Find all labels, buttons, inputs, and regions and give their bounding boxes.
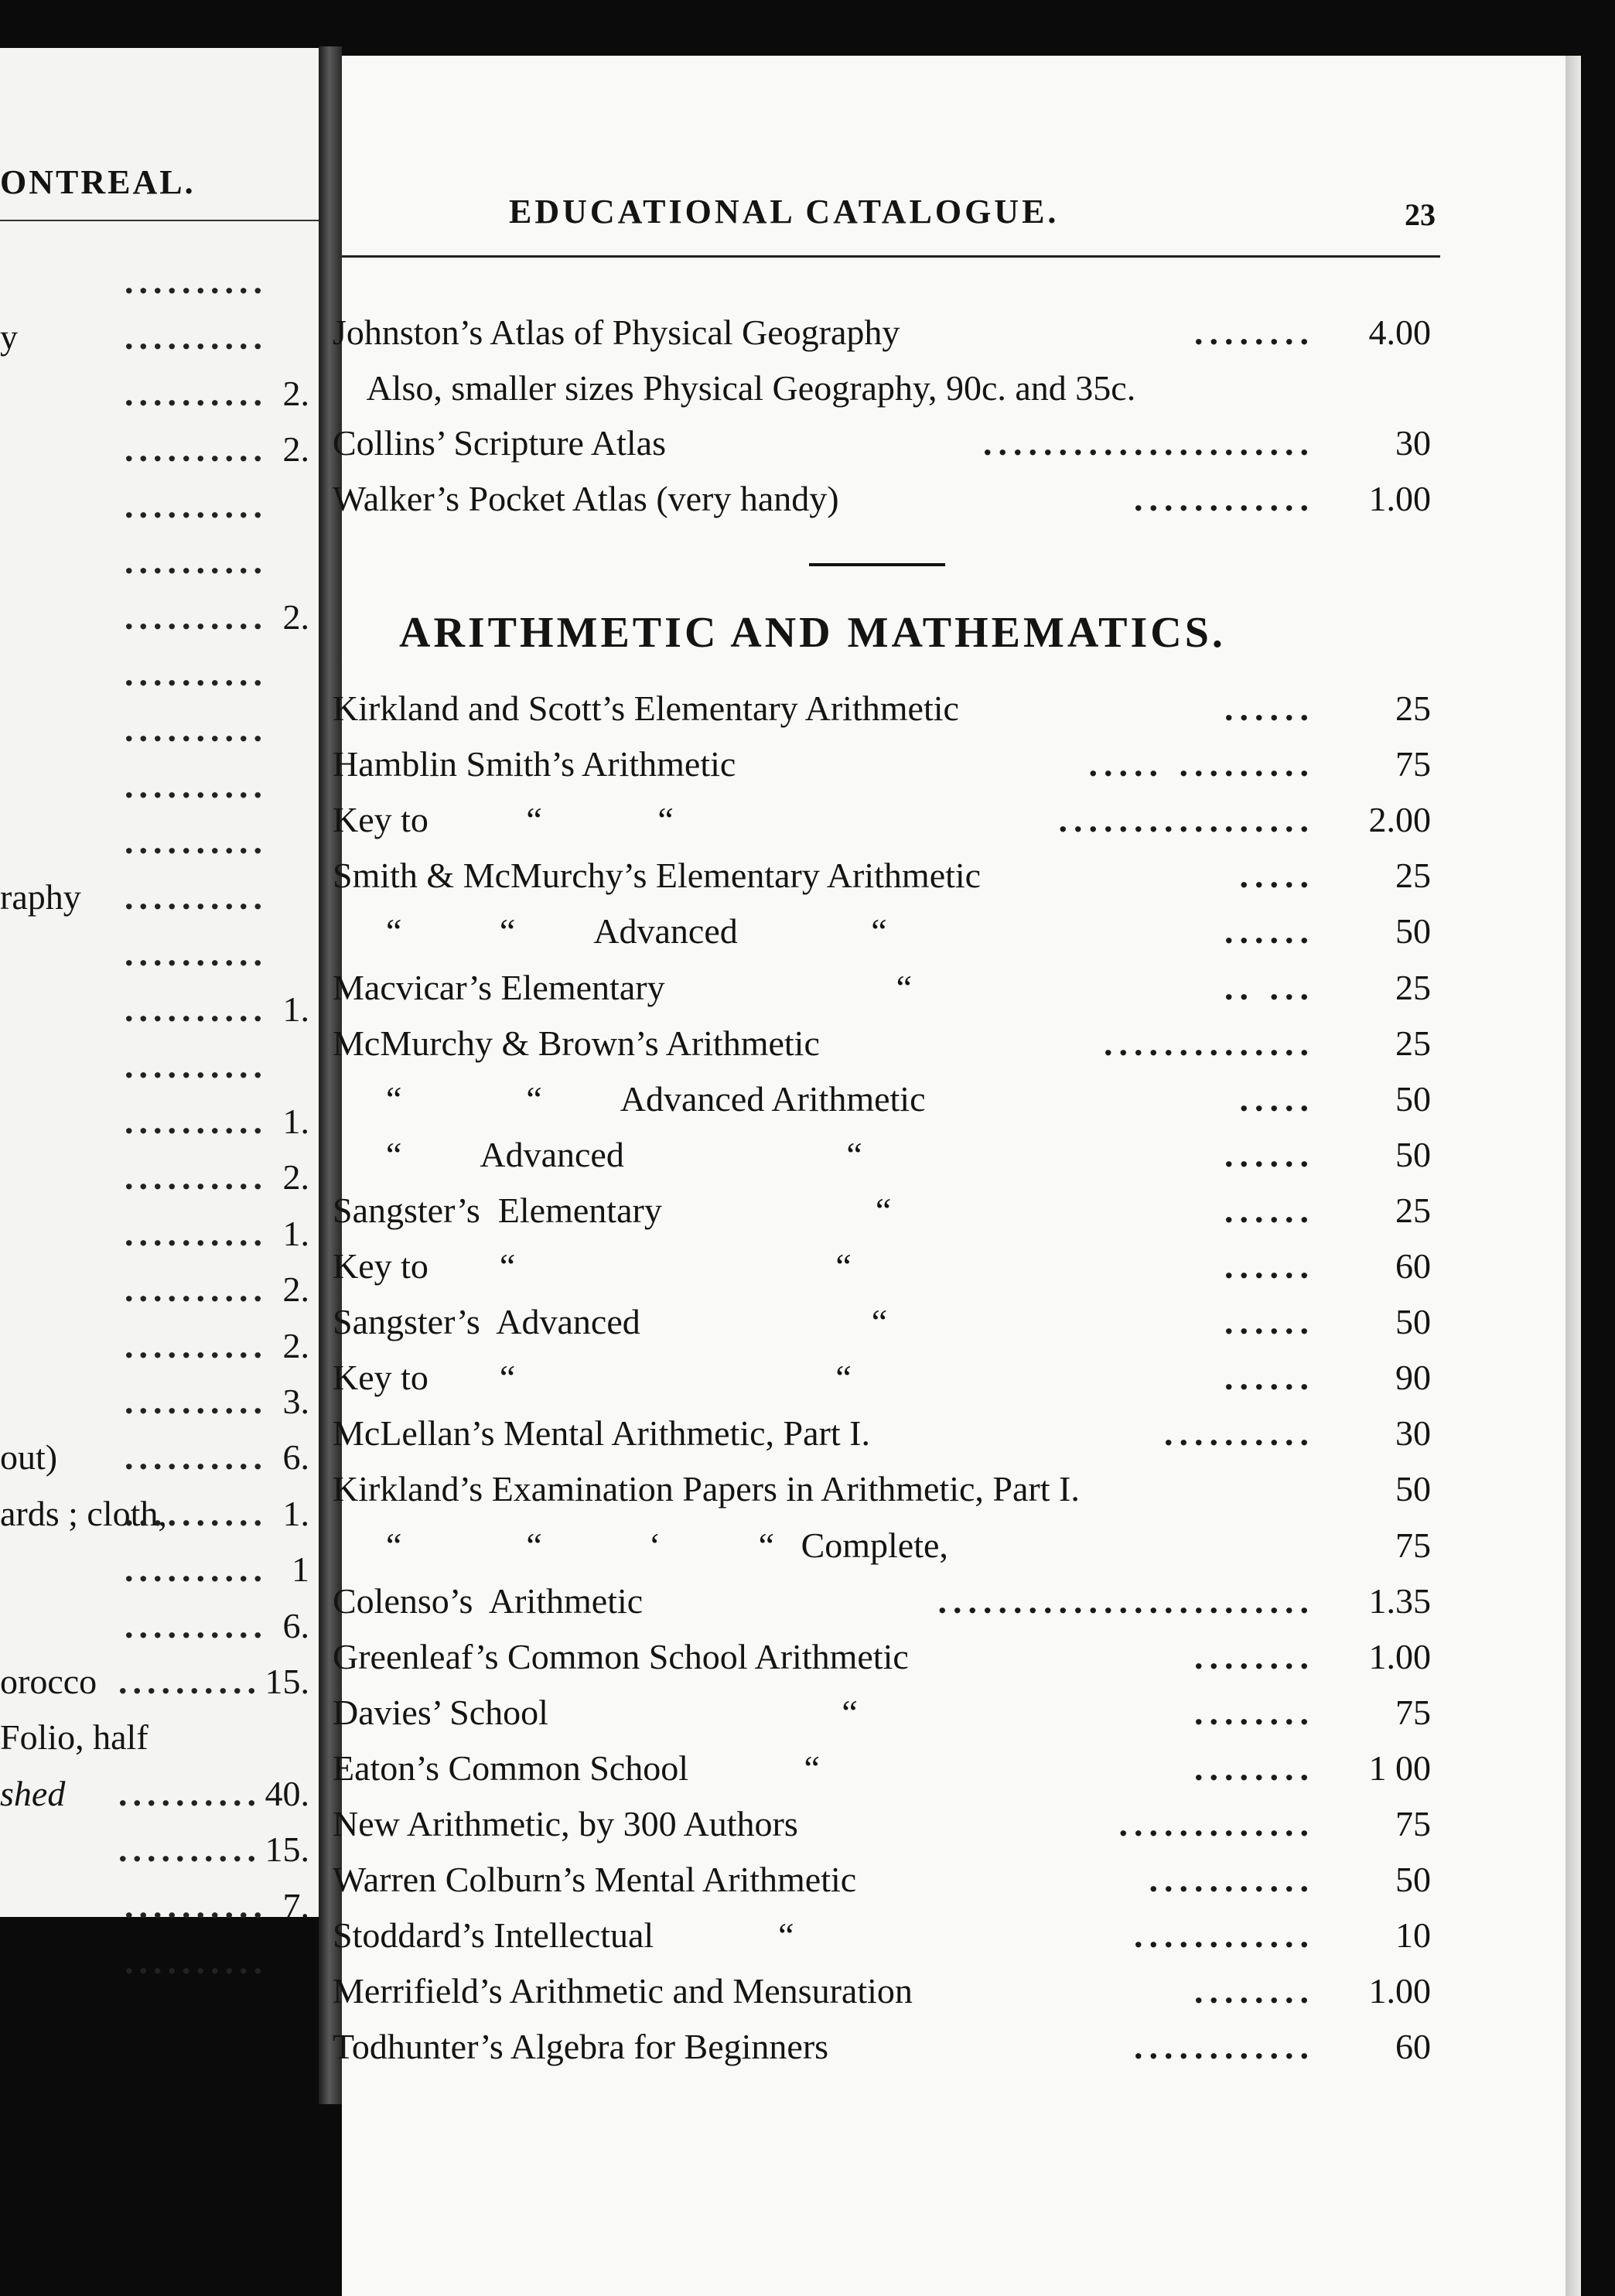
arithmetic-entry-price: 60: [1395, 2027, 1431, 2067]
arithmetic-entry-dot-leader: ..............: [1104, 1023, 1315, 1063]
arithmetic-entry-dot-leader: ........: [1194, 1748, 1315, 1788]
left-fragment-price: 1.: [282, 1213, 309, 1253]
left-fragment-row: [0, 1200, 317, 1254]
arithmetic-entry-dot-leader: ..... .........: [1088, 744, 1315, 784]
arithmetic-entry-title: McLellan’s Mental Arithmetic, Part I.: [333, 1413, 870, 1454]
atlas-entry-price: 1.00: [1368, 478, 1431, 518]
left-fragment-row: [0, 640, 317, 694]
left-dot-leader: ..........: [125, 933, 268, 973]
left-dot-leader: ..........: [125, 317, 268, 357]
arithmetic-entry-price: 1.35: [1368, 1580, 1431, 1621]
arithmetic-entry-price: 90: [1395, 1358, 1431, 1398]
running-head: EDUCATIONAL CATALOGUE.: [509, 193, 1060, 231]
arithmetic-entry-row: [333, 1968, 1431, 2014]
left-fragment-price: 40.: [265, 1773, 309, 1813]
left-fragment-text: out): [0, 1437, 58, 1478]
arithmetic-entry-dot-leader: ...........: [1149, 1860, 1315, 1900]
left-dot-leader: ..........: [125, 1102, 268, 1141]
page-number: 23: [1405, 197, 1436, 232]
arithmetic-entry-title: Smith & McMurchy’s Elementary Arithmetic: [333, 856, 982, 896]
atlas-entry-title: Walker’s Pocket Atlas (very handy): [333, 478, 839, 518]
arithmetic-entry-price: 2.00: [1368, 800, 1431, 840]
left-dot-leader: ..........: [125, 653, 268, 693]
arithmetic-entry-row: [333, 1634, 1431, 1680]
atlas-entry-price: 30: [1395, 423, 1431, 463]
arithmetic-entry-price: 50: [1395, 1078, 1431, 1119]
arithmetic-entry-title: Eaton’s Common School “: [333, 1748, 820, 1788]
arithmetic-entry-title: Key to “ “: [333, 800, 674, 840]
arithmetic-entry-row: [333, 1912, 1431, 1959]
arithmetic-entry-title: Key to “ “: [333, 1358, 852, 1398]
left-dot-leader: ..........: [125, 1325, 268, 1365]
left-dot-leader: ..........: [125, 1213, 268, 1253]
left-fragment-row: [0, 1872, 317, 1926]
arithmetic-entry-price: 50: [1395, 911, 1431, 952]
atlas-entry-title: Also, smaller sizes Physical Geography, 90c. and 35c.: [333, 367, 1136, 408]
left-fragment-row: [0, 1312, 317, 1366]
arithmetic-entry-title: Todhunter’s Algebra for Beginners: [333, 2027, 829, 2067]
arithmetic-entry-price: 1.00: [1368, 1636, 1431, 1676]
left-dot-leader: ..........: [125, 989, 268, 1030]
atlas-entry-dot-leader: ............: [1134, 478, 1315, 518]
arithmetic-entry-title: Key to “ “: [333, 1246, 852, 1286]
left-dot-leader: ..........: [125, 1885, 268, 1925]
arithmetic-entry-title: Sangster’s Elementary “: [333, 1190, 892, 1230]
atlas-entry-row: [333, 309, 1431, 356]
left-dot-leader: ..........: [125, 765, 268, 805]
left-running-head: ONTREAL.: [0, 163, 196, 201]
arithmetic-entry-row: [333, 1522, 1431, 1569]
arithmetic-entry-title: “ “ ‘ “ Complete,: [333, 1525, 948, 1565]
arithmetic-entry-price: 30: [1395, 1413, 1431, 1454]
arithmetic-entry-price: 25: [1395, 1190, 1431, 1230]
left-page: [0, 48, 319, 1981]
arithmetic-entry-price: 50: [1395, 1860, 1431, 1900]
header-rule: [342, 255, 1440, 258]
left-fragment-text: y: [0, 317, 18, 357]
left-fragment-row: [0, 583, 317, 637]
arithmetic-entry-dot-leader: ......: [1224, 911, 1315, 952]
left-fragment-row: [0, 752, 317, 806]
left-fragment-row: [0, 528, 317, 582]
arithmetic-entry-dot-leader: ......: [1224, 1246, 1315, 1286]
arithmetic-entry-dot-leader: ..........: [1164, 1413, 1315, 1454]
arithmetic-entry-dot-leader: ......: [1224, 1358, 1315, 1398]
left-fragment-row: [0, 1423, 317, 1478]
arithmetic-entry-title: Kirkland and Scott’s Elementary Arithmetic: [333, 688, 959, 728]
left-fragment-row: [0, 1592, 317, 1646]
left-dot-leader: ..........: [125, 1549, 268, 1590]
left-fragment-row: [0, 1536, 317, 1590]
arithmetic-entry-title: “ “ Advanced Arithmetic: [333, 1078, 926, 1119]
left-dot-leader: ..........: [125, 1605, 268, 1645]
left-fragment-row: [0, 360, 317, 414]
arithmetic-entry-price: 75: [1395, 1804, 1431, 1843]
arithmetic-entry-row: [333, 685, 1431, 732]
arithmetic-entry-row: [333, 1801, 1431, 1847]
arithmetic-entry-row: [333, 1020, 1431, 1067]
arithmetic-entry-row: [333, 1243, 1431, 1290]
left-fragment-price: 2.: [282, 1157, 309, 1198]
left-dot-leader: ..........: [118, 1830, 261, 1870]
left-dot-leader: ..........: [118, 1662, 261, 1701]
arithmetic-entry-price: 25: [1395, 856, 1431, 896]
page-edge: [1565, 56, 1581, 2296]
arithmetic-entry-price: 60: [1395, 1246, 1431, 1286]
arithmetic-entry-row: [333, 1745, 1431, 1792]
left-fragment-row: [0, 1928, 317, 1982]
left-fragment-text: shed: [0, 1773, 66, 1813]
left-fragment-price: 1: [292, 1549, 309, 1590]
left-fragment-row: [0, 1368, 317, 1422]
arithmetic-entry-price: 50: [1395, 1469, 1431, 1509]
left-dot-leader: ..........: [125, 1493, 268, 1533]
arithmetic-entry-price: 25: [1395, 967, 1431, 1007]
left-fragment-price: 1.: [282, 1493, 309, 1533]
arithmetic-entry-dot-leader: ............: [1134, 2027, 1315, 2067]
left-fragment-price: 2.: [282, 373, 309, 413]
atlas-entry-dot-leader: ......................: [983, 423, 1315, 463]
arithmetic-entry-dot-leader: ......: [1224, 1134, 1315, 1174]
left-fragment-row: [0, 808, 317, 862]
left-fragment-row: [0, 1760, 317, 1814]
left-fragment-row: [0, 1143, 317, 1198]
left-dot-leader: ..........: [125, 261, 268, 301]
left-fragment-text: orocco: [0, 1662, 97, 1701]
left-fragment-price: 6.: [282, 1605, 309, 1645]
arithmetic-entry-row: [333, 1132, 1431, 1178]
arithmetic-entry-title: Davies’ School “: [333, 1692, 858, 1732]
arithmetic-entry-price: 25: [1395, 688, 1431, 728]
section-heading: ARITHMETIC AND MATHEMATICS.: [399, 609, 1226, 657]
arithmetic-entry-row: [333, 1410, 1431, 1457]
arithmetic-entry-row: [333, 1857, 1431, 1903]
left-dot-leader: ..........: [125, 1437, 268, 1478]
arithmetic-entry-title: McMurchy & Brown’s Arithmetic: [333, 1023, 820, 1063]
left-fragment-price: 1.: [282, 989, 309, 1030]
left-fragment-price: 15.: [265, 1830, 309, 1870]
arithmetic-entry-row: [333, 852, 1431, 899]
left-fragment-row: [0, 248, 317, 302]
arithmetic-entry-row: [333, 1690, 1431, 1736]
arithmetic-entry-title: Hamblin Smith’s Arithmetic: [333, 744, 736, 784]
left-fragment-price: 1.: [282, 1102, 309, 1141]
arithmetic-entry-dot-leader: ........: [1194, 1692, 1315, 1732]
left-fragment-price: 2.: [282, 597, 309, 637]
arithmetic-entry-title: New Arithmetic, by 300 Authors: [333, 1804, 798, 1843]
left-header-rule: [0, 220, 319, 221]
left-dot-leader: ..........: [125, 822, 268, 861]
arithmetic-entry-price: 1 00: [1368, 1748, 1431, 1788]
arithmetic-entry-price: 75: [1395, 1692, 1431, 1732]
left-fragment-row: [0, 303, 317, 357]
left-fragment-price: 2.: [282, 429, 309, 470]
arithmetic-entry-price: 75: [1395, 1525, 1431, 1565]
left-dot-leader: ..........: [125, 373, 268, 413]
left-fragment-row: [0, 1256, 317, 1310]
atlas-entry-price: 4.00: [1368, 313, 1431, 352]
arithmetic-entry-dot-leader: ........: [1194, 1636, 1315, 1676]
arithmetic-entry-dot-leader: ........: [1194, 1971, 1315, 2011]
arithmetic-entry-price: 50: [1395, 1302, 1431, 1342]
atlas-entry-dot-leader: ........: [1194, 313, 1315, 352]
left-fragment-row: [0, 1648, 317, 1702]
left-fragment-row: [0, 415, 317, 470]
arithmetic-entry-price: 10: [1395, 1915, 1431, 1956]
left-fragment-text: ards ; cloth,: [0, 1493, 167, 1533]
atlas-entry-row: [333, 365, 1431, 412]
left-fragment-row: [0, 1032, 317, 1086]
arithmetic-entry-price: 25: [1395, 1023, 1431, 1063]
arithmetic-entry-title: Greenleaf’s Common School Arithmetic: [333, 1636, 909, 1676]
arithmetic-entry-price: 50: [1395, 1134, 1431, 1174]
left-dot-leader: ..........: [125, 709, 268, 750]
left-fragment-price: 2.: [282, 1269, 309, 1310]
arithmetic-entry-row: [333, 741, 1431, 788]
left-dot-leader: ..........: [125, 1045, 268, 1085]
left-dot-leader: ..........: [125, 485, 268, 525]
arithmetic-entry-title: Merrifield’s Arithmetic and Mensuration: [333, 1971, 913, 2011]
left-dot-leader: ..........: [125, 877, 268, 917]
left-dot-leader: ..........: [125, 1269, 268, 1310]
arithmetic-entry-price: 75: [1395, 744, 1431, 784]
arithmetic-entry-row: [333, 1578, 1431, 1625]
left-fragment-price: 3.: [282, 1382, 309, 1421]
arithmetic-entry-dot-leader: ............: [1134, 1915, 1315, 1956]
left-fragment-price: 15.: [265, 1662, 309, 1701]
arithmetic-entry-dot-leader: .........................: [937, 1580, 1315, 1621]
left-fragment-price: 7.: [282, 1885, 309, 1925]
atlas-entry-title: Collins’ Scripture Atlas: [333, 423, 667, 463]
left-dot-leader: ..........: [125, 1942, 268, 1981]
arithmetic-entry-title: Sangster’s Advanced “: [333, 1302, 888, 1342]
left-fragment-row: [0, 975, 317, 1030]
arithmetic-entry-dot-leader: ......: [1224, 688, 1315, 728]
left-fragment-text: Folio, half: [0, 1717, 149, 1758]
arithmetic-entry-row: [333, 1299, 1431, 1345]
arithmetic-entry-title: Stoddard’s Intellectual “: [333, 1915, 794, 1956]
arithmetic-entry-title: Kirkland’s Examination Papers in Arithmetic, Part I.: [333, 1469, 1080, 1509]
left-fragment-row: [0, 472, 317, 526]
arithmetic-entry-row: [333, 908, 1431, 955]
left-dot-leader: ..........: [125, 429, 268, 470]
arithmetic-entry-row: [333, 1355, 1431, 1401]
arithmetic-entry-dot-leader: .................: [1058, 800, 1315, 840]
left-dot-leader: ..........: [125, 1382, 268, 1421]
atlas-entry-row: [333, 476, 1431, 522]
section-divider: [809, 563, 945, 566]
left-dot-leader: ..........: [118, 1773, 261, 1813]
arithmetic-entry-dot-leader: .............: [1118, 1804, 1315, 1843]
left-fragment-price: 2.: [282, 1325, 309, 1365]
arithmetic-entry-dot-leader: .....: [1239, 1078, 1315, 1119]
arithmetic-entry-dot-leader: ......: [1224, 1302, 1315, 1342]
arithmetic-entry-row: [333, 1466, 1431, 1512]
left-fragment-text: raphy: [0, 877, 81, 917]
arithmetic-entry-title: Colenso’s Arithmetic: [333, 1580, 644, 1621]
left-fragment-row: [0, 1816, 317, 1870]
left-fragment-row: [0, 695, 317, 750]
arithmetic-entry-row: [333, 2024, 1431, 2070]
left-fragment-price: 6.: [282, 1437, 309, 1478]
arithmetic-entry-dot-leader: .....: [1239, 856, 1315, 896]
left-fragment-row: [0, 863, 317, 917]
left-dot-leader: ..........: [125, 542, 268, 581]
atlas-entry-title: Johnston’s Atlas of Physical Geography: [333, 313, 900, 352]
arithmetic-entry-row: [333, 797, 1431, 843]
arithmetic-entry-title: Macvicar’s Elementary “: [333, 967, 912, 1007]
arithmetic-entry-dot-leader: .. ...: [1224, 967, 1315, 1007]
arithmetic-entry-title: “ Advanced “: [333, 1134, 862, 1174]
left-dot-leader: ..........: [125, 597, 268, 637]
left-dot-leader: ..........: [125, 1157, 268, 1198]
arithmetic-entry-row: [333, 1187, 1431, 1234]
arithmetic-entry-dot-leader: ......: [1224, 1190, 1315, 1230]
atlas-entry-row: [333, 420, 1431, 466]
arithmetic-entry-title: Warren Colburn’s Mental Arithmetic: [333, 1860, 857, 1900]
left-fragment-row: [0, 1088, 317, 1142]
arithmetic-entry-title: “ “ Advanced “: [333, 911, 887, 952]
left-fragment-row: [0, 1703, 317, 1758]
left-fragment-row: [0, 920, 317, 974]
left-fragment-row: [0, 1480, 317, 1534]
arithmetic-entry-price: 1.00: [1368, 1971, 1431, 2011]
arithmetic-entry-row: [333, 1076, 1431, 1122]
arithmetic-entry-row: [333, 965, 1431, 1011]
